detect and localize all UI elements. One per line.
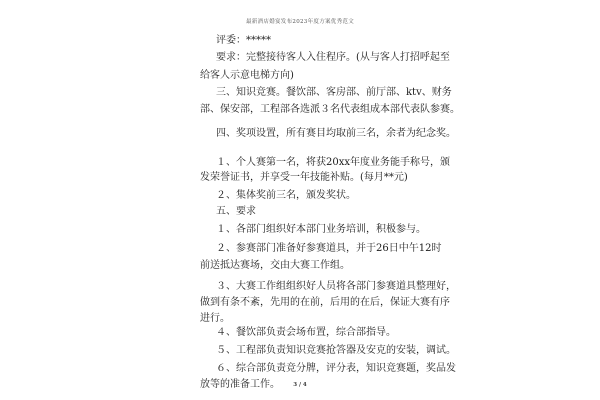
requirement-five: ５、工程部负责知识竞赛抢答器及安克的安装，调试。 — [216, 345, 456, 356]
requirement-two-continued: 前送抵达赛场，交由大赛工作组。 — [200, 260, 350, 271]
award-one-line: １、个人赛第一名，将获20xx年度业务能手称号，颁 — [216, 157, 451, 168]
page-number: 3 / 4 — [293, 382, 307, 388]
page-header: 最新酒店婚宴发布2023年度方案优秀范文 — [246, 19, 354, 25]
requirement-six: ６、综合部负责竞分牌，评分表，知识竞赛题，奖品发 — [216, 363, 456, 374]
section-three-heading: 三、知识竞赛。餐饮部、客房部、前厅部、ktv、财务 — [216, 87, 452, 98]
requirement-four: ４、餐饮部负责会场布置，综合部指导。 — [216, 327, 396, 338]
judges-line: 评委：***** — [216, 35, 271, 46]
requirement-line-continued: 给客人示意电梯方向) — [200, 70, 294, 81]
requirement-line: 要求：完整接待客人入住程序。(从与客人打招呼起至 — [216, 52, 450, 63]
requirement-two: ２、参赛部门准备好参赛道具，并于26日中午12时 — [216, 243, 442, 254]
award-one-continued: 发荣誉证书，并享受一年技能补贴。(每月**元) — [200, 172, 408, 183]
requirement-one: １、各部门组织好本部门业务培训，积极参与。 — [216, 224, 426, 235]
award-two-line: ２、集体奖前三名，颁发奖状。 — [216, 190, 356, 201]
requirement-three-end: 进行。 — [200, 313, 230, 324]
requirement-three: ３、大赛工作组组织好人员将各部门参赛道具整理好， — [216, 281, 456, 292]
requirement-six-continued: 放等的准备工作。 — [200, 379, 280, 390]
section-five-heading: 五、要求 — [216, 206, 256, 217]
section-four-heading: 四、奖项设置，所有赛目均取前三名，余者为纪念奖。 — [216, 128, 456, 139]
section-three-continued: 部、保安部，工程部各选派３名代表组成本部代表队参赛。 — [200, 104, 460, 115]
requirement-three-continued: 做到有条不紊，先用的在前，后用的在后，保证大赛有序 — [200, 297, 450, 308]
